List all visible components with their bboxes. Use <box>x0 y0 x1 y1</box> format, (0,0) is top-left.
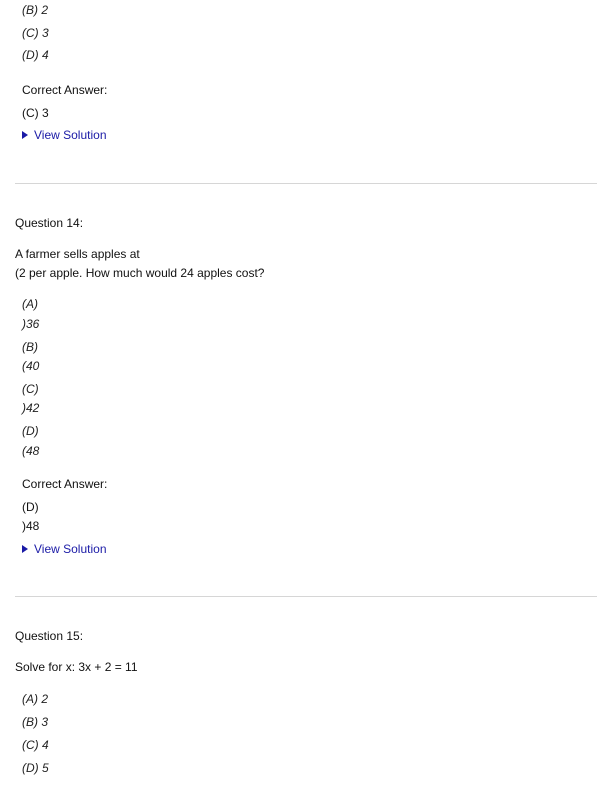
q15-text: Solve for x: 3x + 2 = 11 <box>15 660 138 674</box>
q14-option-a-letter: (A) <box>22 297 38 311</box>
q14-correct-answer-label: Correct Answer: <box>22 477 108 491</box>
q14-title: Question 14: <box>15 216 84 230</box>
expand-triangle-icon <box>22 131 28 139</box>
q15-option-c: (C) 4 <box>22 738 49 752</box>
q15-option-a: (A) 2 <box>22 692 49 706</box>
divider <box>15 596 597 597</box>
q14-option-b-value: (40 <box>22 359 40 373</box>
q13-view-solution-label: View Solution <box>34 128 107 142</box>
q13-view-solution-link[interactable] <box>22 128 107 142</box>
q13-option-d: (D) 4 <box>22 48 49 62</box>
q14-option-c-value: )42 <box>22 401 40 415</box>
q14-view-solution-label: View Solution <box>34 542 107 556</box>
q14-option-d-letter: (D) <box>22 424 39 438</box>
q15-option-d: (D) 5 <box>22 761 49 775</box>
q14-option-d-value: (48 <box>22 444 40 458</box>
q14-view-solution-link[interactable] <box>22 542 107 556</box>
q13-correct-answer-label: Correct Answer: <box>22 83 108 97</box>
q14-text-line1: A farmer sells apples at <box>15 247 140 261</box>
divider <box>15 183 597 184</box>
q13-option-c: (C) 3 <box>22 26 49 40</box>
q14-text-line2: (2 per apple. How much would 24 apples cost? <box>15 266 265 280</box>
q14-correct-answer-value: )48 <box>22 519 40 533</box>
q14-option-a-value: )36 <box>22 317 40 331</box>
q13-correct-answer-value: (C) 3 <box>22 106 49 120</box>
expand-triangle-icon <box>22 545 28 553</box>
q15-title: Question 15: <box>15 629 84 643</box>
q14-correct-answer-letter: (D) <box>22 500 39 514</box>
q14-option-b-letter: (B) <box>22 340 38 354</box>
q13-option-b: (B) 2 <box>22 3 49 17</box>
q15-option-b: (B) 3 <box>22 715 49 729</box>
q14-option-c-letter: (C) <box>22 382 39 396</box>
